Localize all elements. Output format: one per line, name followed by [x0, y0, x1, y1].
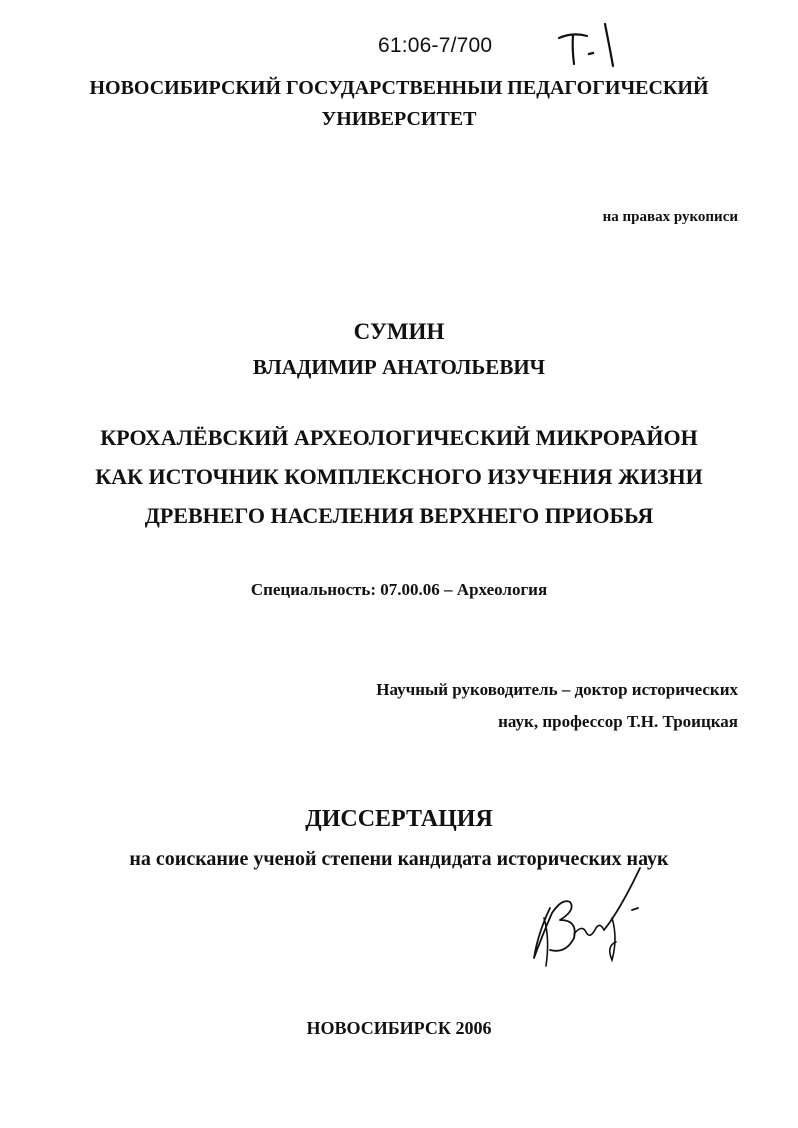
- handwritten-signature: [520, 858, 660, 978]
- university-name-line1: НОВОСИБИРСКИЙ ГОСУДАРСТВЕННЫИ ПЕДАГОГИЧЕСКИЙ: [89, 77, 709, 99]
- dissertation-title-line3: ДРЕВНЕГО НАСЕЛЕНИЯ ВЕРХНЕГО ПРИОБЬЯ: [144, 503, 654, 528]
- specialty: Специальность: 07.00.06 – Археология: [250, 580, 548, 599]
- document-type: ДИССЕРТАЦИЯ: [305, 806, 493, 832]
- author-surname: СУМИН: [353, 319, 445, 344]
- call-number: 61:06-7/700: [378, 34, 493, 57]
- supervisor-line1: Научный руководитель – доктор исторических: [376, 680, 738, 699]
- manuscript-rights-note: на правах рукописи: [602, 209, 738, 225]
- dissertation-title-line2: КАК ИСТОЧНИК КОМПЛЕКСНОГО ИЗУЧЕНИЯ ЖИЗНИ: [95, 464, 703, 489]
- supervisor-line2: наук, профессор Т.Н. Троицкая: [498, 712, 738, 731]
- city-and-year: НОВОСИБИРСК 2006: [306, 1018, 492, 1038]
- university-name-line2: УНИВЕРСИТЕТ: [321, 108, 477, 130]
- handwritten-volume-mark: [553, 20, 623, 70]
- author-given-names: ВЛАДИМИР АНАТОЛЬЕВИЧ: [252, 355, 546, 379]
- degree-statement: на соискание ученой степени кандидата исторических наук: [129, 848, 669, 870]
- dissertation-title-line1: КРОХАЛЁВСКИЙ АРХЕОЛОГИЧЕСКИЙ МИКРОРАЙОН: [100, 425, 698, 450]
